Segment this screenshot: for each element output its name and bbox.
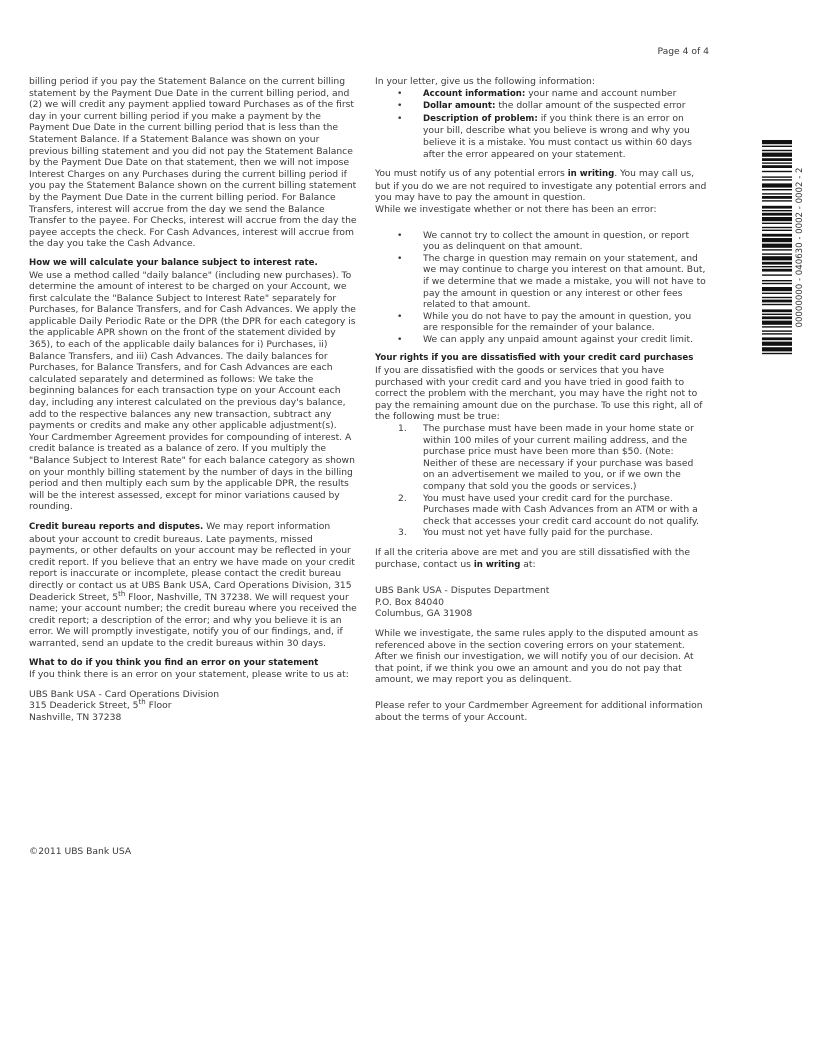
barcode-number: 00000000 - 040630 - 0002 - 0002 - 2 <box>795 167 805 328</box>
bullet-icon: • <box>397 229 403 241</box>
list-item: • Account information: your name and account number <box>397 87 677 99</box>
bullet-icon: • <box>397 252 403 264</box>
letter-info-list <box>375 88 707 161</box>
interest-accrual-paragraph: billing period if you pay the Statement Balance on the current billing statement by the Payment Due Date in the current billing period, and (2) we will credit any payment applied toward Purchases as of the first day in your current billing period if you make a payment by the Payment Due Date in the current billing period that is less than the Statement Balance. If a Statement Balance was shown on your previous billing statement and you did not pay the Statement Balance by the Payment Due Date on that statement, then we will not impose Interest Charges on any Purchases during the current billing period if you pay the Statement Balance shown on the current billing statement by the Payment Due Date in the current billing period. For Balance Transfers, interest will accrue from the day we send the Balance Transfer to the payee. For Checks, interest will accrue from the day the payee accepts the check. For Cash Advances, interest will accrue from the day you take the Cash Advance. <box>29 76 357 250</box>
list-item: 3. You must not yet have fully paid for the purchase. <box>398 527 653 539</box>
balance-calculation-paragraph: We use a method called "daily balance" (including new purchases). To determine the amount of interest to be charged on your Account, we first calculate the "Balance Subject to Interest Rate" separately for Purchases, for Balance Transfers, and for Cash Advances. We apply the applicable Daily Periodic Rate or the DPR (the DPR for each category is the applicable APR shown on the front of the statement divided by 365), to each of the applicable daily balances for i) Purchases, ii) Balance Transfers, and iii) Cash Advances. The daily balances for Purchases, for Balance Transfers, and for Cash Advances are each calculated separately and determined as follows: We take the beginning balances for each transaction type on your Account each day, including any interest calculated on the previous day's balance, add to the respective balances any new transaction, subtract any payments or credits and make any other applicable adjustment(s). Your Cardmember Agreement provides for compounding of interest. A credit balance is treated as a balance of zero. If you multiply the "Balance Subject to Interest Rate" for each balance category as shown on your monthly billing statement by the number of days in the billing period and then multiply each sum by the applicable DPR, the results will be the interest assessed, except for minor variations caused by rounding. <box>29 269 356 513</box>
credit-bureau-text-2: Floor, Nashville, TN 37238. We will request your name; your account number; the credit bureau where you received the credit report; a description of the error; and why you believe it is an error. We will promptly investigate, notify you of our findings, and, if warranted, send an update to the credit bureaus within 30 days. <box>29 591 357 649</box>
list-item: • The charge in question may remain on your statement, and we may continue to charge you interest on that amount. But, if we determine that we made a mistake, you will not have to pay the amount in question or any interest or other fees related to that amount. <box>397 252 706 311</box>
right-column <box>375 76 707 731</box>
investigate-intro: While we investigate whether or not there has been an error: <box>375 203 657 215</box>
ordinal-suffix: th <box>118 589 126 598</box>
address-line: UBS Bank USA - Disputes Department <box>375 585 550 597</box>
credit-bureau-heading: Credit bureau reports and disputes. <box>29 521 204 532</box>
list-item: • While you do not have to pay the amount in question, you are responsible for the remainder of your balance. <box>397 310 692 334</box>
disputes-address <box>375 585 707 620</box>
list-item: • We cannot try to collect the amount in question, or report you as delinquent on that amount. <box>397 229 690 253</box>
bullet-icon: • <box>397 100 403 112</box>
purchase-rights-heading: Your rights if you are dissatisfied with your credit card purchases <box>375 353 694 364</box>
dispute-investigation-paragraph: While we investigate, the same rules apply to the disputed amount as referenced above in the section covering errors on your statement. After we finish our investigation, we will notify you of our decision. At that point, if we think you owe an amount and you do not pay that amount, we may report you as delinquent. <box>375 627 699 686</box>
statement-error-paragraph: If you think there is an error on your statement, please write to us at: <box>29 669 349 681</box>
purchase-rights-paragraph: If you are dissatisfied with the goods or services that you have purchased with your credit card and you have tried in good faith to correct the problem with the merchant, you may have the right not to pay the remaining amount due on the purchase. To use this right, all of the following must be true: <box>375 365 703 423</box>
list-item: • We can apply any unpaid amount against your credit limit. <box>397 333 694 345</box>
list-item: • Description of problem: if you think there is an error on your bill, describe what you believe is wrong and why you believe it is a mistake. You must contact us within 60 days after the error appeared on your statement. <box>397 112 692 160</box>
copyright-notice: ©2011 UBS Bank USA <box>29 846 132 857</box>
card-operations-address <box>29 689 357 724</box>
notify-paragraph: You must notify us of any potential errors in writing. You may call us, but if you do we are not required to investigate any potential errors and you may have to pay the amount in question. <box>375 168 707 204</box>
list-item: 1. The purchase must have been made in your home state or within 100 miles of your current mailing address, and the purchase price must have been more than $50. (Note: Neither of these are necessary if your purchase was based on an advertisement we mailed to you, or if we own the company that sold you the goods or services.) <box>398 423 694 492</box>
address-line: P.O. Box 84040 <box>375 596 444 608</box>
bullet-icon: • <box>397 333 403 345</box>
cardmember-agreement-paragraph: Please refer to your Cardmember Agreement for additional information about the terms of your Account. <box>375 699 703 723</box>
credit-bureau-paragraph <box>29 521 357 650</box>
list-item: • Dollar amount: the dollar amount of the suspected error <box>397 100 686 112</box>
address-line: Columbus, GA 31908 <box>375 608 473 620</box>
letter-intro: In your letter, give us the following information: <box>375 76 595 87</box>
address-line: UBS Bank USA - Card Operations Division <box>29 688 220 700</box>
bullet-icon: • <box>397 310 403 322</box>
left-column <box>29 76 357 731</box>
barcode-icon <box>762 140 792 355</box>
address-line: 315 Deaderick Street, 5th Floor <box>29 698 172 712</box>
bullet-icon: • <box>397 87 403 99</box>
address-line: Nashville, TN 37238 <box>29 711 122 723</box>
barcode-block <box>762 140 812 355</box>
list-item: 2. You must have used your credit card for the purchase. Purchases made with Cash Advances from an ATM or with a check that accesses your credit card account do not qualify. <box>398 492 699 527</box>
statement-error-heading: What to do if you think you find an error on your statement <box>29 657 319 668</box>
investigation-rules-list <box>375 230 707 346</box>
page-number: Page 4 of 4 <box>657 46 709 57</box>
criteria-paragraph: If all the criteria above are met and you are still dissatisfied with the purchase, contact us in writing at: <box>375 546 690 570</box>
credit-bureau-text-1: We may report information about your account to credit bureaus. Late payments, missed payments, or other defaults on your account may be reflected in your credit report. If you believe that an entry we have made on your credit report is inaccurate or incomplete, please contact the credit bureau directly or contact us at UBS Bank USA, Card Operations Division, 315 Deaderick Street, 5 <box>29 520 355 603</box>
purchase-criteria-list <box>375 423 707 539</box>
balance-calculation-heading: How we will calculate your balance subject to interest rate. <box>29 257 318 268</box>
bullet-icon: • <box>397 112 403 124</box>
